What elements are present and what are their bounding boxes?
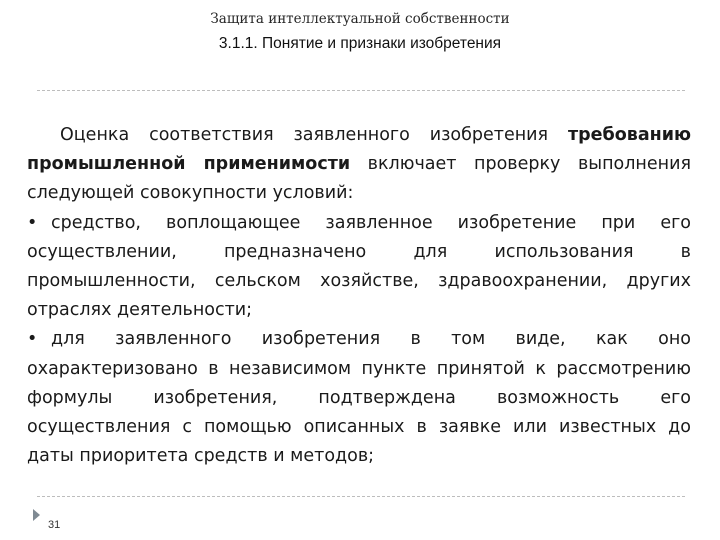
course-title: Защита интеллектуальной собственности: [210, 11, 510, 27]
bullet-item-feasibility: [27, 325, 691, 471]
bullet-icon: •: [27, 329, 38, 350]
slide-title: 3.1.1. Понятие и признаки изобретения: [218, 35, 502, 52]
top-divider: [37, 90, 685, 91]
intro-paragraph: [27, 121, 691, 209]
triangle-marker-icon: [33, 509, 40, 521]
bullet-text-feasibility: для заявленного изобретения в том виде, как оно охарактеризовано в независимом пункте принятой к рассмотрению формулы изобретения, подтверждена возможность его осуществления с помощью описанных в заявке или известных до даты приоритета средств и методов;: [27, 329, 691, 467]
intro-text-start: Оценка соответствия заявленного изобретения: [60, 125, 568, 145]
bullet-text-industrial-use: средство, воплощающее заявленное изобретение при его осуществлении, предназначено для использования в промышленности, сельском хозяйстве, здравоохранении, других отраслях деятельности;: [27, 212, 691, 321]
slide-body: [27, 121, 691, 471]
bullet-item-industrial-use: [27, 209, 691, 326]
intro-text-end: включает проверку выполнения следующей совокупности условий:: [27, 154, 691, 204]
intro-emphasis: требованию промышленной применимости: [27, 125, 691, 175]
bullet-icon: •: [27, 212, 38, 233]
page-number: 31: [48, 519, 61, 531]
bottom-divider: [37, 496, 685, 497]
